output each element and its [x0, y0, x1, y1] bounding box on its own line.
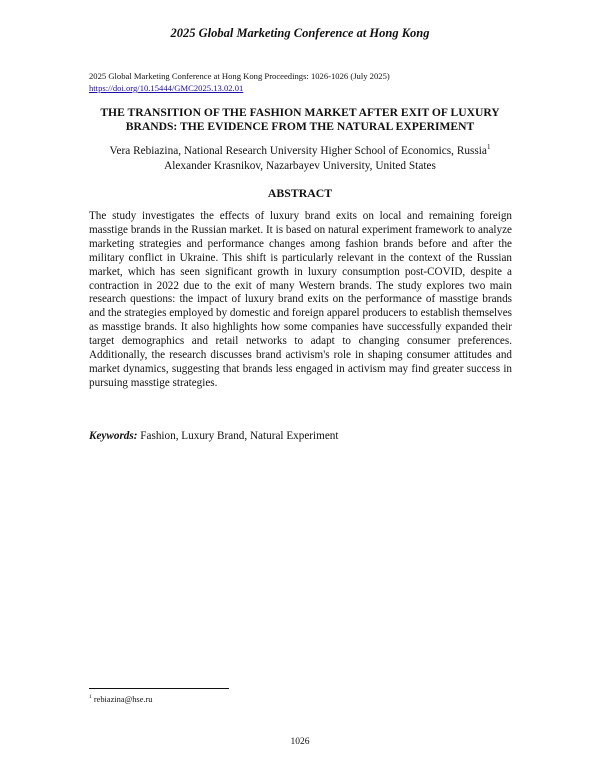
page-number: 1026: [290, 737, 310, 747]
abstract-heading: ABSTRACT: [267, 186, 333, 200]
abstract-body: The study investigates the effects of luxury brand exits on local and remaining foreign masstige brands in the Russian market. It is based on natural experiment framework to analyze marketing strategies and performance changes among fashion brands before and after the military conflict in Ukraine. This shift is particularly relevant in the context of the Russian market, which has seen significant growth in luxury consumption post-COVID, despite a contraction in 2022 due to the exit of many Western brands. The study explores two main research questions: the impact of luxury brand exits on the performance of masstige brands and the strategies employed by domestic and foreign apparel producers to establish themselves as masstige brands. It also highlights how some companies have successfully expanded their target demographics and retail networks to adapt to changing consumer preferences. Additionally, the research discusses brand activism's role in shaping consumer attitudes and market dynamics, suggesting that brands less engaged in activism may find greater success in pursuing masstige strategies.: [89, 210, 512, 389]
footnote: [89, 695, 152, 704]
footnote-divider: [89, 688, 229, 689]
proceedings-info: [89, 70, 390, 94]
keywords-label: Keywords:: [89, 430, 138, 442]
paper-title: THE TRANSITION OF THE FASHION MARKET AFTER EXIT OF LUXURY BRANDS: THE EVIDENCE FROM THE NATURAL EXPERIMENT: [100, 106, 500, 133]
footnote-mark: 1: [89, 694, 92, 701]
doi-link[interactable]: https://doi.org/10.15444/GMC2025.13.02.01: [89, 83, 244, 93]
author-1-footnote-mark: 1: [486, 143, 491, 152]
author-list: [80, 144, 520, 173]
author-line-2: [80, 159, 520, 174]
footnote-email: rebiazina@hse.ru: [93, 695, 153, 704]
author-1-affiliation: Vera Rebiazina, National Research University Higher School of Economics, Russia: [109, 145, 487, 157]
keywords-line: [89, 430, 512, 442]
conference-header: 2025 Global Marketing Conference at Hong Kong: [170, 26, 430, 40]
author-2-affiliation: Alexander Krasnikov, Nazarbayev University, United States: [164, 159, 436, 172]
author-line-1: [80, 144, 520, 159]
proceedings-citation: 2025 Global Marketing Conference at Hong Kong Proceedings: 1026-1026 (July 2025): [89, 71, 390, 81]
keywords-text: Fashion, Luxury Brand, Natural Experiment: [140, 430, 339, 442]
